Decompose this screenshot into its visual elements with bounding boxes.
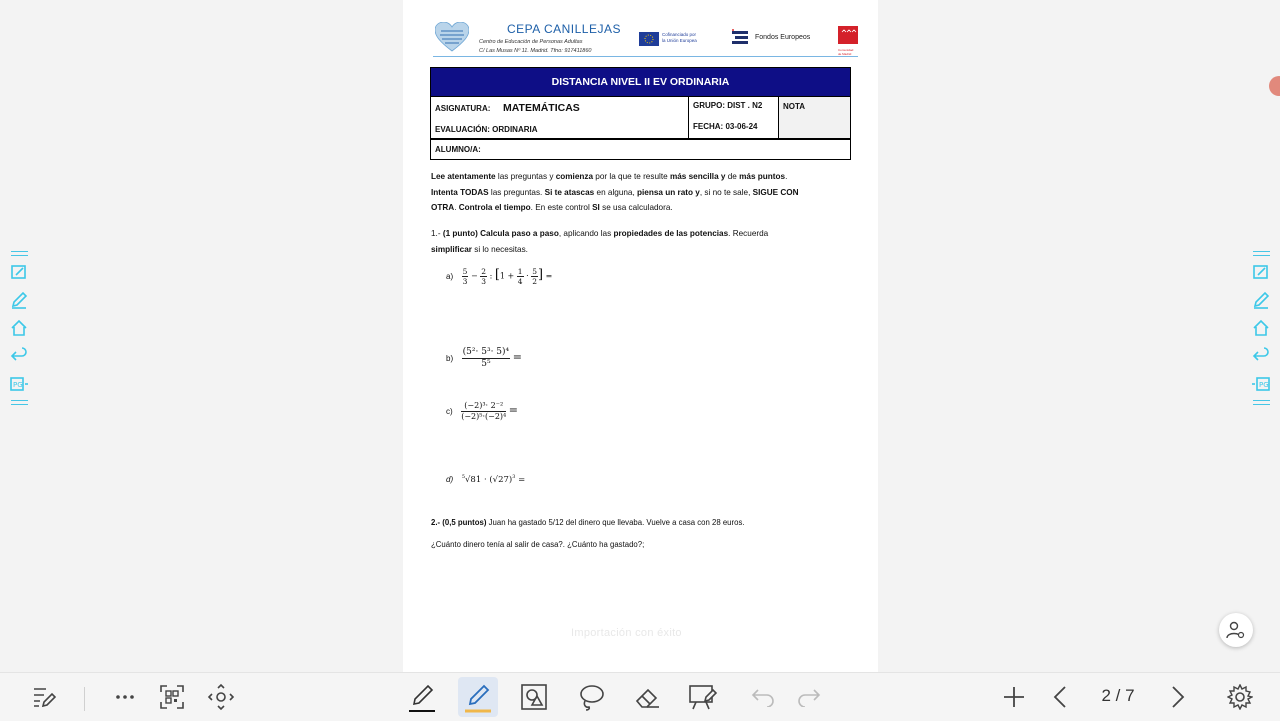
q1-part-c: c) $\frac{\text{(−2)³· 2⁻²}}{\text{(−2)⁵·(−2)⁴}}$ =: [446, 401, 519, 421]
instruction-line-3: OTRA. Controla el tiempo. En este control SI se usa calculadora.: [431, 203, 673, 212]
pen-tool[interactable]: [402, 677, 442, 717]
pen-icon: [1252, 291, 1270, 309]
question-2: [431, 515, 745, 531]
eraser-icon: [633, 683, 661, 711]
pdf-icon: [9, 375, 29, 393]
fondos-flag-icon: [730, 29, 750, 47]
heart-logo-icon: [435, 22, 469, 52]
fecha-label: FECHA: 03-06-24: [693, 122, 758, 131]
q1d-label: d): [446, 474, 454, 484]
instructions: [431, 169, 799, 216]
q2-question: ¿Cuánto dinero tenía al salir de casa?. ¿Cuánto ha gastado?;: [431, 540, 645, 549]
madrid-logo: [838, 26, 858, 56]
grupo-cell: [688, 96, 779, 139]
fondos-logo: [730, 29, 822, 49]
document-header: [433, 20, 858, 58]
lasso-tool[interactable]: [571, 677, 611, 717]
qr-scan-button[interactable]: [152, 677, 192, 717]
school-subtitle: Centro de Educación de Personas Adultas: [479, 39, 583, 45]
highlighter-icon: [463, 680, 493, 714]
note-icon: [1252, 263, 1270, 281]
sidebar-item-back[interactable]: [1250, 342, 1272, 370]
move-button[interactable]: [201, 677, 241, 717]
board-tool[interactable]: [683, 677, 723, 717]
undo-button[interactable]: [743, 677, 783, 717]
exam-title: DISTANCIA NIVEL II EV ORDINARIA: [430, 67, 851, 97]
left-sidebar: [8, 249, 30, 407]
add-page-button[interactable]: [994, 677, 1034, 717]
madrid-text-2: de Madrid: [838, 51, 852, 56]
asignatura-cell: [430, 96, 689, 139]
plus-icon: [1002, 685, 1026, 709]
instruction-line-1: Lee atentamente las preguntas y comienza por la que te resulte más sencilla y de más puntos.: [431, 172, 788, 181]
more-button[interactable]: [105, 677, 145, 717]
undo-icon: [750, 687, 776, 707]
madrid-flag-icon: [838, 26, 858, 44]
madrid-text-1: Comunidad: [838, 48, 854, 52]
document-page: [403, 0, 878, 672]
back-arrow-icon: [1252, 347, 1270, 365]
asignatura-value: MATEMÁTICAS: [503, 102, 580, 114]
board-edit-icon: [688, 683, 718, 711]
shapes-tool[interactable]: [514, 677, 554, 717]
toolbar-separator: [84, 687, 85, 711]
sidebar-handle-top[interactable]: [1253, 251, 1270, 256]
sidebar-handle-bottom[interactable]: [11, 400, 28, 405]
nota-cell: [778, 96, 851, 139]
school-address: C/ Las Musas Nº 11. Madrid. Tfno: 917411860: [479, 48, 592, 54]
alumno-label: ALUMNO/A:: [435, 145, 481, 154]
sidebar-item-note[interactable]: [8, 258, 30, 286]
settings-button[interactable]: [1220, 677, 1260, 717]
pen-icon: [10, 291, 28, 309]
page-indicator: 2 / 7: [1101, 686, 1135, 705]
q1c-label: c): [446, 406, 453, 416]
eu-text-2: la Unión Europea: [662, 38, 697, 43]
chevron-right-icon: [1167, 685, 1187, 709]
q2-line-1: 2.- (0,5 puntos) Juan ha gastado 5/12 del dinero que llevaba. Vuelve a casa con 28 euros.: [431, 518, 745, 527]
grupo-label: GRUPO: DIST . N2: [693, 101, 763, 110]
school-name: CEPA CANILLEJAS: [507, 22, 621, 36]
instruction-line-2: Intenta TODAS las preguntas. Si te atascas en alguna, piensa un rato y, si no te sale, SIGUE CON: [431, 187, 799, 197]
sidebar-handle-bottom[interactable]: [1253, 400, 1270, 405]
svg-text:PG: PG: [1259, 381, 1269, 389]
sidebar-item-pen[interactable]: [1250, 286, 1272, 314]
sidebar-item-pen[interactable]: [8, 286, 30, 314]
gear-icon: [1227, 684, 1253, 710]
sidebar-item-pdf[interactable]: [8, 370, 30, 398]
svg-text:PG: PG: [13, 381, 23, 389]
next-page-button[interactable]: [1157, 677, 1197, 717]
question-1: [431, 226, 768, 257]
asignatura-label: ASIGNATURA:: [435, 104, 491, 113]
pdf-icon: [1251, 375, 1271, 393]
evaluacion-label: EVALUACIÓN: ORDINARIA: [435, 125, 538, 134]
sidebar-item-back[interactable]: [8, 342, 30, 370]
sidebar-item-note[interactable]: [1250, 258, 1272, 286]
redo-button[interactable]: [789, 677, 829, 717]
import-success-toast: Importación con éxito: [571, 627, 682, 639]
lasso-icon: [577, 683, 605, 711]
back-arrow-icon: [10, 347, 28, 365]
sidebar-handle-top[interactable]: [11, 251, 28, 256]
q1-line-1: 1.- (1 punto) Calcula paso a paso, aplicando las propiedades de las potencias. Recuerda: [431, 229, 769, 238]
user-settings-button[interactable]: [1219, 613, 1253, 647]
qr-scan-icon: [159, 684, 185, 710]
eraser-tool[interactable]: [627, 677, 667, 717]
alumno-cell: [430, 139, 851, 160]
sidebar-item-pdf[interactable]: [1250, 370, 1272, 398]
right-sidebar: [1250, 249, 1272, 407]
q1-part-d: d) $^5√81 \cdot (√27)^3$ =: [446, 474, 526, 485]
eu-flag-icon: [639, 32, 659, 46]
shapes-icon: [520, 683, 548, 711]
recording-indicator[interactable]: [1269, 76, 1280, 96]
redo-icon: [796, 687, 822, 707]
highlighter-tool[interactable]: [458, 677, 498, 717]
q1a-label: a): [446, 271, 454, 281]
home-icon: [10, 319, 28, 337]
q1-part-a: a) $\frac{5}{3}$ − $\frac{2}{3}$ : [1 + $\frac{1}{4}$ · $\frac{5}{2}$ ] =: [446, 267, 553, 286]
eu-text-1: Cofinanciado por: [662, 32, 697, 37]
pen-tool-icon: [407, 680, 437, 714]
nota-label: NOTA: [783, 102, 806, 111]
header-divider: [433, 56, 858, 57]
q1b-label: b): [446, 353, 454, 363]
more-dots-icon: [113, 685, 137, 709]
prev-page-button[interactable]: [1041, 677, 1081, 717]
eu-logo: [639, 31, 701, 47]
sidebar-item-home[interactable]: [8, 314, 30, 342]
user-gear-icon: [1226, 620, 1246, 640]
move-arrows-icon: [207, 683, 235, 711]
bottom-toolbar: [0, 672, 1280, 721]
chevron-left-icon: [1051, 685, 1071, 709]
edit-list-button[interactable]: [23, 677, 63, 717]
edit-list-icon: [30, 684, 56, 710]
note-icon: [10, 263, 28, 281]
home-icon: [1252, 319, 1270, 337]
q1-line-2: simplificar si lo necesitas.: [431, 244, 528, 254]
sidebar-item-home[interactable]: [1250, 314, 1272, 342]
q1-part-b: b) $\frac{\text{(5²· 5³· 5)⁴}}{\text{5⁵}}$ =: [446, 347, 522, 369]
fondos-text: Fondos Europeos: [755, 34, 811, 41]
